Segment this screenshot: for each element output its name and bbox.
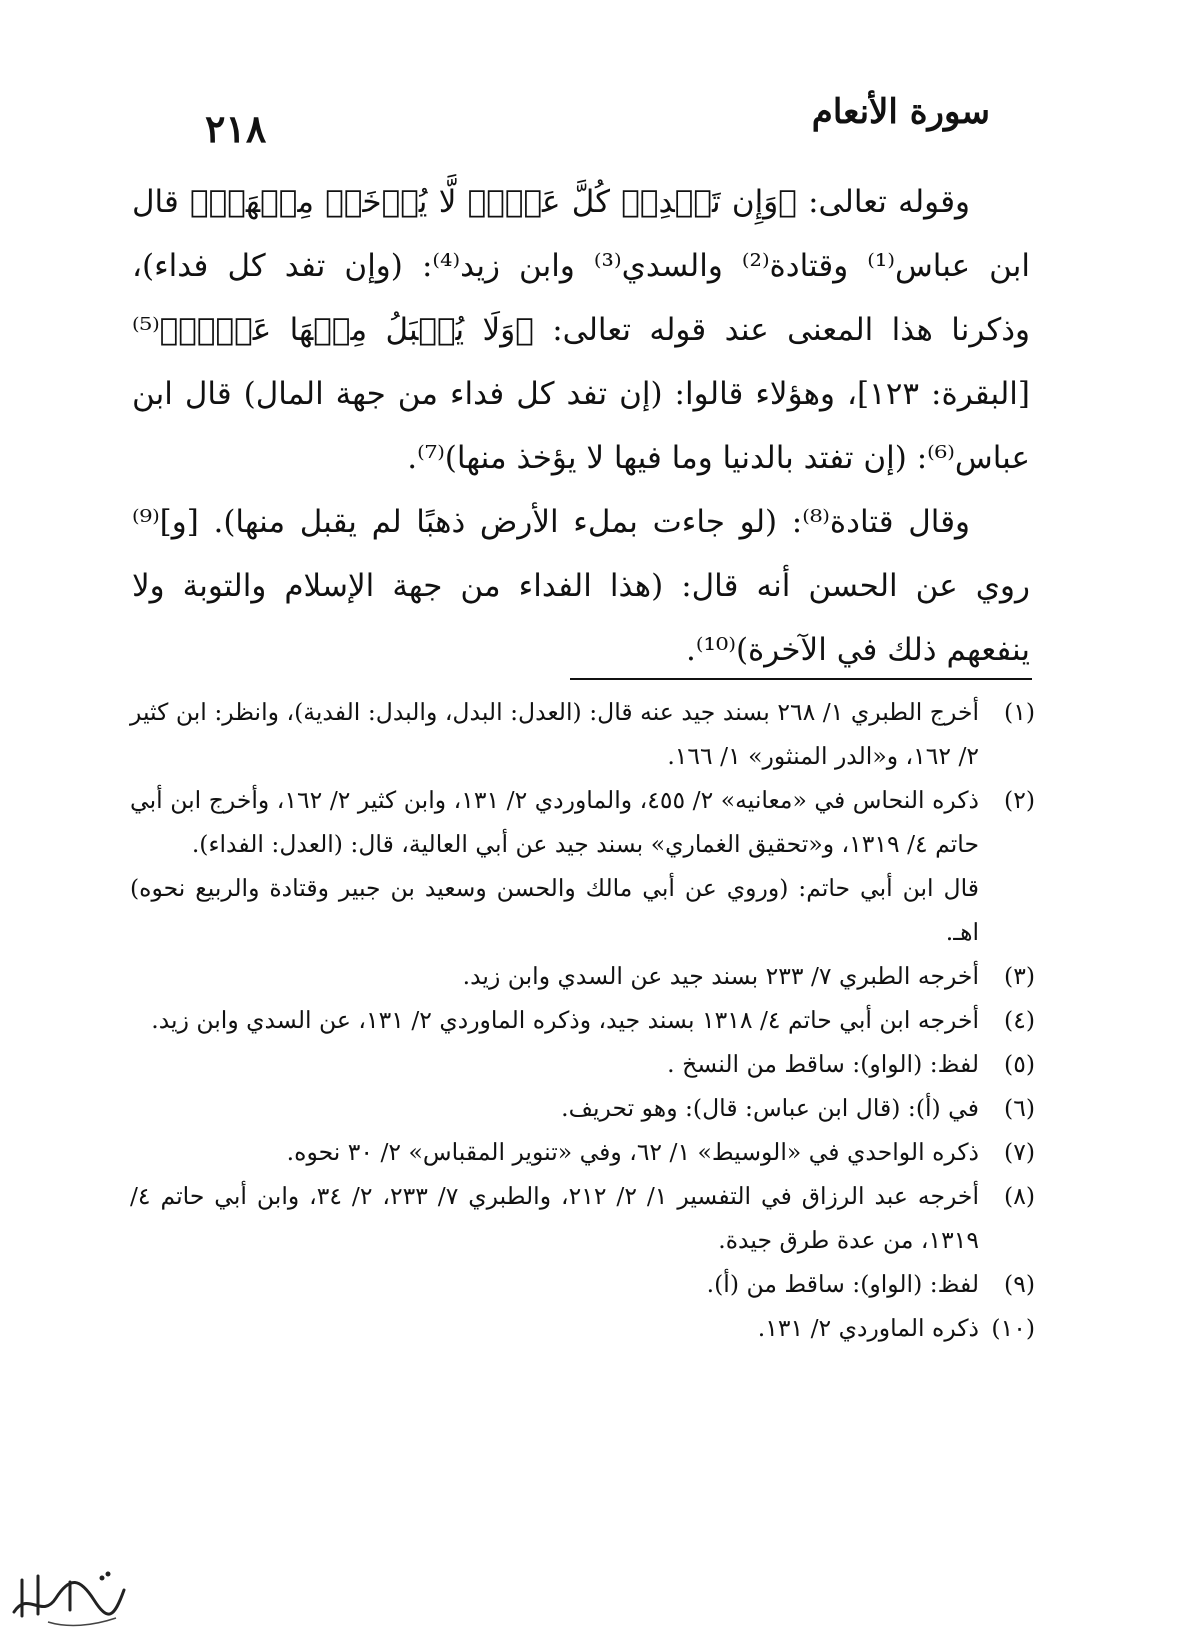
footnote-line: أخرجه الطبري ٧/ ٢٣٣ بسند جيد عن السدي وابن زيد.	[462, 962, 979, 990]
page-number: ٢١٨	[205, 106, 267, 151]
footnote-line: أخرجه عبد الرزاق في التفسير ١/ ٢/ ٢١٢، والطبري ٧/ ٢٣٣، ٢/ ٣٤، وابن أبي حاتم ٤/ ١٣١٩، من عدة طرق جيدة.	[130, 1182, 979, 1254]
footnote-line: قال ابن أبي حاتم: (وروي عن أبي مالك والحسن وسعيد بن جبير وقتادة والربيع نحوه) اهـ.	[130, 874, 979, 946]
main-paragraph: وقوله تعالى: ﴿وَإِن تَعۡدِلۡ كُلَّ عَدۡلٖ لَّا يُؤۡخَذۡ مِنۡهَآۗ﴾ قال ابن عباس⁽¹⁾ وقتادة⁽²⁾ والسدي⁽³⁾ وابن زيد⁽⁴⁾: (وإن تفد كل فداء)، وذكرنا هذا المعنى عند قوله تعالى: ﴿وَلَا يُقۡبَلُ مِنۡهَا عَدۡلٞ﴾⁽⁵⁾ [البقرة: ١٢٣]، وهؤلاء قالوا: (إن تفد كل فداء من جهة المال) قال ابن عباس⁽⁶⁾: (إن تفتد بالدنيا وما فيها لا يؤخذ منها)⁽⁷⁾.	[132, 184, 1030, 476]
footnote-number: (٤)	[1004, 1006, 1035, 1034]
footnote-number: (٨)	[1004, 1182, 1035, 1210]
footnote-number: (٢)	[1004, 786, 1035, 814]
footnote-line: في (أ): (قال ابن عباس: قال): وهو تحريف.	[561, 1094, 979, 1122]
footnote-line: ذكره الماوردي ٢/ ١٣١.	[757, 1314, 979, 1342]
footnote-number: (٧)	[1004, 1138, 1035, 1166]
footnote-number: (١)	[1004, 698, 1035, 726]
footnote-item	[130, 690, 1035, 778]
main-text	[132, 170, 1030, 682]
footnote-text	[130, 1042, 979, 1086]
footnote-text	[130, 690, 979, 778]
footnote-item	[130, 1174, 1035, 1262]
footnote-text	[130, 1086, 979, 1130]
footnote-item	[130, 1262, 1035, 1306]
footnote-item	[130, 1042, 1035, 1086]
footnote-text	[130, 1130, 979, 1174]
footnote-item	[130, 1306, 1035, 1350]
footnote-number: (٩)	[1004, 1270, 1035, 1298]
footnote-line: أخرج الطبري ١/ ٢٦٨ بسند جيد عنه قال: (العدل: البدل، والبدل: الفدية)، وانظر: ابن كثير ٢/ ١٦٢، و«الدر المنثور» ١/ ١٦٦.	[130, 698, 979, 770]
page-header	[205, 92, 990, 152]
footnote-item	[130, 1130, 1035, 1174]
footnote-item	[130, 1086, 1035, 1130]
footnote-line: ذكره النحاس في «معانيه» ٢/ ٤٥٥، والماوردي ٢/ ١٣١، وابن كثير ٢/ ١٦٢، وأخرج ابن أبي حاتم ٤/ ١٣١٩، و«تحقيق الغماري» بسند جيد عن أبي العالية، قال: (العدل: الفداء).	[130, 786, 980, 858]
publisher-logo	[8, 1560, 128, 1630]
footnote-item	[130, 954, 1035, 998]
publisher-logo-mark	[8, 1560, 128, 1630]
footnote-line: لفظ: (الواو): ساقط من (أ).	[706, 1270, 979, 1298]
footnote-text	[130, 954, 979, 998]
footnote-line: لفظ: (الواو): ساقط من النسخ .	[667, 1050, 979, 1078]
footnote-item	[130, 778, 1035, 954]
footnote-text	[130, 1174, 979, 1262]
footnote-text	[130, 998, 979, 1042]
footnote-number: (٣)	[1004, 962, 1035, 990]
footnote-text	[130, 1306, 979, 1350]
footnote-number: (٦)	[1004, 1094, 1035, 1122]
footnote-text	[130, 1262, 979, 1306]
footnote-number: (١٠)	[991, 1314, 1035, 1342]
footnote-number: (٥)	[1004, 1050, 1035, 1078]
footnote-line: أخرجه ابن أبي حاتم ٤/ ١٣١٨ بسند جيد، وذكره الماوردي ٢/ ١٣١، عن السدي وابن زيد.	[151, 1006, 979, 1034]
footnote-text	[130, 778, 979, 954]
footnote-item	[130, 998, 1035, 1042]
main-paragraph: وقال قتادة⁽⁸⁾: (لو جاءت بملء الأرض ذهبًا لم يقبل منها). [و]⁽⁹⁾ روي عن الحسن أنه قال: (هذا الفداء من جهة الإسلام والتوبة ولا ينفعهم ذلك في الآخرة)⁽¹⁰⁾.	[132, 504, 1030, 668]
surah-title: سورة الأنعام	[811, 92, 990, 132]
footnote-divider	[570, 678, 1032, 680]
footnotes	[130, 690, 1035, 1350]
footnote-line: ذكره الواحدي في «الوسيط» ١/ ٦٢، وفي «تنوير المقباس» ٢/ ٣٠ نحوه.	[286, 1138, 979, 1166]
